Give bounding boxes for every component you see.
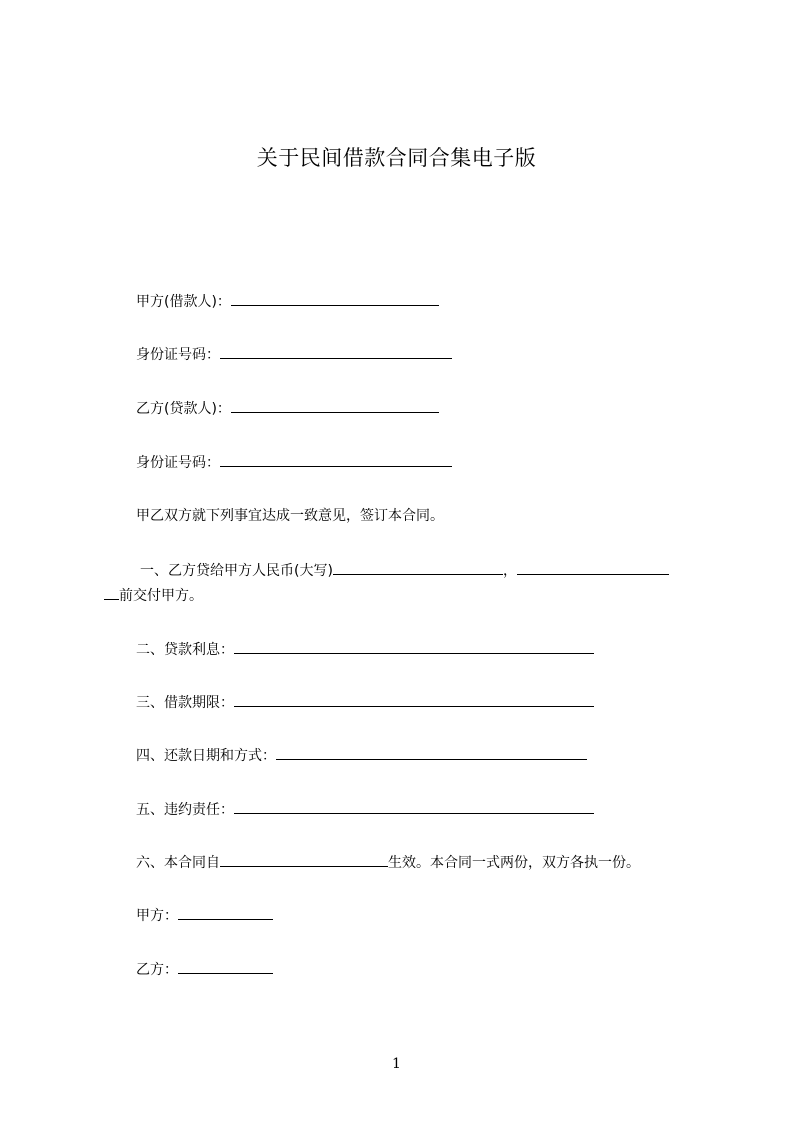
id-a-label: 身份证号码： [136, 347, 220, 363]
id-b-blank [220, 453, 452, 467]
clause-6-line [136, 853, 640, 872]
party-a-line [136, 292, 439, 311]
document-title: 关于民间借款合同合集电子版 [256, 146, 537, 170]
clause-6-blank [220, 853, 388, 867]
clause-1-line-1 [140, 561, 669, 580]
clause-1-amount-blank [333, 561, 503, 575]
signature-party-a-label: 甲方： [136, 908, 178, 924]
clause-2-blank [234, 640, 594, 654]
clause-3-label: 三、借款期限： [136, 695, 234, 711]
signature-party-b [136, 960, 273, 979]
party-b-blank [231, 399, 439, 413]
clause-3-line [136, 693, 594, 712]
signature-party-a-blank [178, 906, 273, 920]
party-b-line [136, 399, 439, 418]
clause-4-line [136, 746, 587, 765]
party-b-label: 乙方(贷款人)： [136, 401, 231, 417]
clause-5-line [136, 800, 594, 819]
id-b-line [136, 453, 452, 472]
intro-text: 甲乙双方就下列事宜达成一致意见，签订本合同。 [136, 508, 444, 524]
signature-party-a [136, 906, 273, 925]
clause-2-label: 二、贷款利息： [136, 642, 234, 658]
clause-1-date-blank-cont [104, 586, 119, 600]
id-a-line [136, 345, 452, 364]
clause-1-suffix: 前交付甲方。 [119, 588, 203, 604]
clause-5-blank [234, 800, 594, 814]
clause-1-line-2 [104, 586, 203, 605]
page-number: 1 [392, 1056, 401, 1072]
clause-6-suffix: 生效。本合同一式两份，双方各执一份。 [388, 855, 640, 871]
clause-3-blank [234, 693, 594, 707]
id-a-blank [220, 345, 452, 359]
clause-1-comma: ， [502, 563, 517, 579]
signature-party-b-blank [178, 960, 273, 974]
clause-1-prefix: 一、乙方贷给甲方人民币(大写) [140, 563, 333, 579]
clause-4-label: 四、还款日期和方式： [136, 748, 276, 764]
clause-6-prefix: 六、本合同自 [136, 855, 220, 871]
signature-party-b-label: 乙方： [136, 962, 178, 978]
clause-1-date-blank [517, 561, 669, 575]
clause-5-label: 五、违约责任： [136, 802, 234, 818]
clause-2-line [136, 640, 594, 659]
party-a-blank [231, 292, 439, 306]
id-b-label: 身份证号码： [136, 455, 220, 471]
clause-4-blank [276, 746, 587, 760]
party-a-label: 甲方(借款人)： [136, 294, 231, 310]
